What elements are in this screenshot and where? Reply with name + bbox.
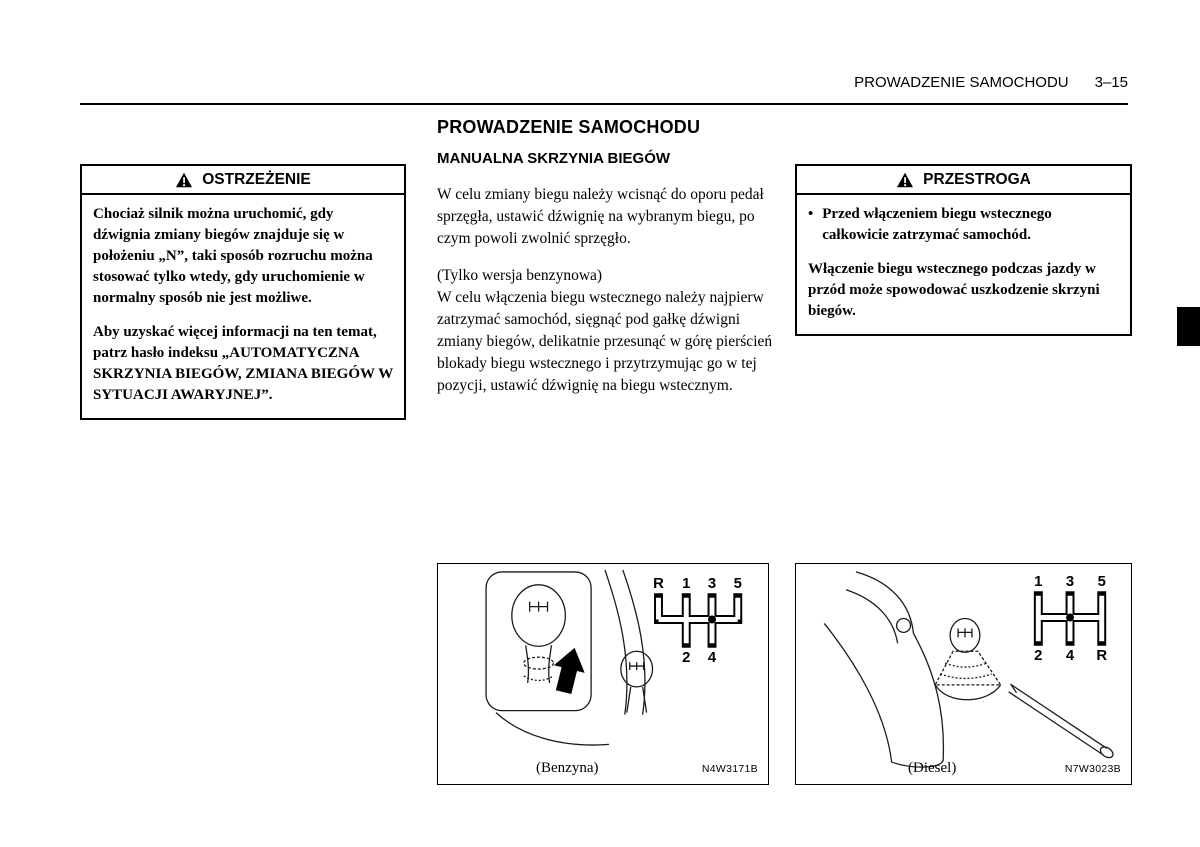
- figure-caption: (Diesel): [908, 760, 957, 776]
- caution-bullet-item: [808, 204, 1119, 246]
- gear-label: 5: [733, 575, 742, 592]
- gear-label: 4: [1065, 648, 1075, 665]
- caution-box-body: [797, 195, 1130, 334]
- warning-triangle-icon: [896, 172, 914, 188]
- body-text-column: [437, 184, 775, 412]
- gear-label: 3: [1065, 573, 1075, 590]
- gear-shifter-illustration-benzyna: [438, 564, 768, 784]
- gear-label: 2: [1034, 648, 1043, 665]
- caution-box-title: PRZESTROGA: [923, 171, 1031, 188]
- body-paragraph-2: W celu włączenia biegu wstecznego należy najpierw zatrzymać samochód, sięgnąć pod gałkę dźwigni zmiany biegów, delikatnie przesunąć w górę pierścień blokady biegu wstecznego i przytrzymując go w tej pozycji, ustawić dźwignię na biegu wstecznym.: [437, 289, 773, 394]
- warning-paragraph-2: Aby uzyskać więcej informacji na ten temat, patrz hasło indeksu „AUTOMATYCZNA SKRZYNIA BIEGÓW, ZMIANA BIEGÓW W SYTUACJI AWARYJNEJ”.: [93, 324, 393, 403]
- warning-box-header: [82, 166, 404, 195]
- header-divider: [80, 103, 1128, 105]
- gear-label: R: [1096, 648, 1108, 665]
- warning-box: [80, 164, 406, 420]
- gear-pattern-benzyna: [653, 576, 742, 666]
- figure-benzyna: [437, 563, 769, 785]
- warning-triangle-icon: [175, 172, 193, 188]
- gear-label: 1: [1034, 573, 1043, 590]
- warning-box-title: OSTRZEŻENIE: [202, 171, 311, 188]
- bullet-marker: •: [808, 206, 814, 222]
- gear-label: 4: [707, 650, 717, 667]
- neutral-dot: [708, 616, 716, 624]
- gear-label: 3: [707, 575, 717, 592]
- body-paragraph-1: W celu zmiany biegu należy wcisnąć do oporu pedał sprzęgła, ustawić dźwignię na wybranym biegu, po czym powoli zwolnić sprzęgło.: [437, 186, 764, 247]
- gear-label: R: [653, 575, 664, 592]
- warning-box-body: [82, 195, 404, 418]
- running-title: PROWADZENIE SAMOCHODU: [854, 74, 1069, 91]
- figure-code: N7W3023B: [1064, 763, 1121, 775]
- gear-shifter-illustration-diesel: [796, 564, 1131, 784]
- section-subtitle: MANUALNA SKRZYNIA BIEGÓW: [437, 150, 671, 167]
- up-arrow-icon: [548, 644, 590, 696]
- page-title: PROWADZENIE SAMOCHODU: [437, 117, 701, 137]
- gear-label: 1: [682, 575, 691, 592]
- figure-code: N4W3171B: [701, 763, 758, 775]
- page-number: 3–15: [1094, 74, 1128, 91]
- gear-label: 2: [682, 650, 691, 667]
- chapter-edge-tab: [1177, 307, 1200, 346]
- page-header: [854, 74, 1128, 91]
- gear-pattern-diesel: [1034, 574, 1107, 664]
- body-paragraph-2-intro: (Tylko wersja benzynowa): [437, 267, 603, 284]
- figure-diesel: [795, 563, 1132, 785]
- neutral-dot: [1066, 614, 1074, 622]
- caution-box-header: [797, 166, 1130, 195]
- caution-paragraph-1: Włączenie biegu wstecznego podczas jazdy w przód może spowodować uszkodzenie skrzyni biegów.: [808, 261, 1100, 319]
- caution-bullet-text: Przed włączeniem biegu wstecznego całkowicie zatrzymać samochód.: [822, 206, 1052, 243]
- warning-paragraph-1: Chociaż silnik można uruchomić, gdy dźwignia zmiany biegów znajduje się w położeniu „N”, taki sposób rozruchu można stosować tylko wtedy, gdy uruchomienie w normalny sposób nie jest możliwe.: [93, 206, 373, 306]
- caution-box: [795, 164, 1132, 336]
- gear-label: 5: [1097, 573, 1106, 590]
- figure-caption: (Benzyna): [536, 760, 599, 776]
